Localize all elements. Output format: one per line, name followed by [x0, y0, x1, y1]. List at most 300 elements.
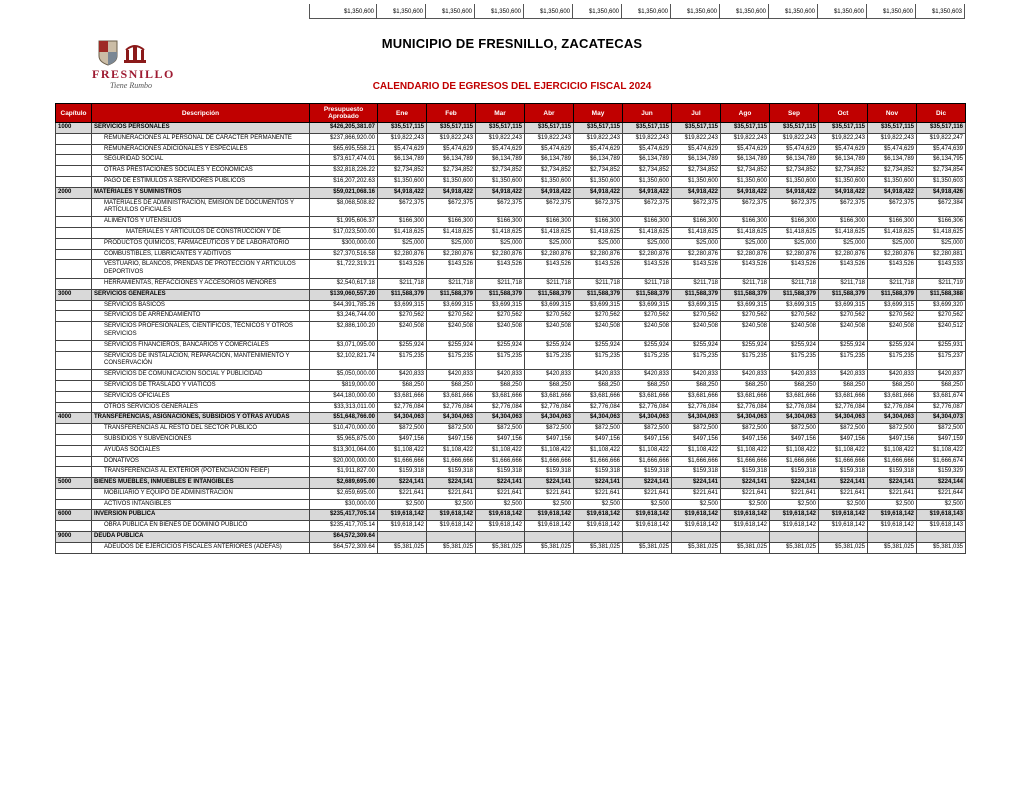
- month-value-cell: $1,666,666: [819, 456, 868, 467]
- capitulo-cell: [56, 434, 92, 445]
- month-value-cell: $19,822,247: [917, 133, 966, 144]
- month-value-cell: $1,666,666: [574, 456, 623, 467]
- month-value-cell: $166,300: [672, 217, 721, 228]
- descripcion-cell: TRANSFERENCIAS AL RESTO DEL SECTOR PÚBLICO: [92, 424, 310, 435]
- detail-row: [56, 260, 966, 279]
- column-header: Ene: [378, 104, 427, 123]
- partial-row-cell: $1,350,600: [426, 4, 475, 19]
- month-value-cell: $19,618,142: [770, 510, 819, 521]
- month-value-cell: $2,776,084: [623, 402, 672, 413]
- month-value-cell: $19,618,142: [623, 510, 672, 521]
- month-value-cell: $175,235: [623, 351, 672, 370]
- month-value-cell: $1,108,422: [868, 445, 917, 456]
- month-value-cell: $19,618,143: [917, 521, 966, 532]
- month-value-cell: $6,134,795: [917, 155, 966, 166]
- capitulo-cell: [56, 456, 92, 467]
- descripcion-cell: SERVICIOS PROFESIONALES, CIENTÍFICOS, TÉCNICOS Y OTROS SERVICIOS: [92, 322, 310, 341]
- month-value-cell: $2,280,876: [672, 249, 721, 260]
- capitulo-cell: [56, 351, 92, 370]
- descripcion-cell: ALIMENTOS Y UTENSILIOS: [92, 217, 310, 228]
- month-value-cell: $3,681,666: [525, 391, 574, 402]
- month-value-cell: $5,474,629: [672, 144, 721, 155]
- month-value-cell: $4,918,422: [770, 187, 819, 198]
- month-value-cell: $25,000: [917, 238, 966, 249]
- descripcion-cell: TRANSFERENCIAS, ASIGNACIONES, SUBSIDIOS Y OTRAS AYUDAS: [92, 413, 310, 424]
- month-value-cell: [427, 532, 476, 543]
- detail-row: [56, 340, 966, 351]
- presupuesto-aprobado-cell: $426,205,381.07: [310, 123, 378, 134]
- month-value-cell: $672,375: [868, 198, 917, 217]
- presupuesto-aprobado-cell: $64,572,309.64: [310, 542, 378, 553]
- month-value-cell: $166,300: [868, 217, 917, 228]
- column-header: Nov: [868, 104, 917, 123]
- month-value-cell: $224,144: [917, 478, 966, 489]
- detail-row: [56, 133, 966, 144]
- month-value-cell: $1,350,600: [672, 176, 721, 187]
- month-value-cell: $672,375: [525, 198, 574, 217]
- capitulo-cell: [56, 467, 92, 478]
- month-value-cell: $211,718: [378, 278, 427, 289]
- month-value-cell: $872,500: [427, 424, 476, 435]
- partial-row-cell: $1,350,600: [720, 4, 769, 19]
- month-value-cell: $159,318: [819, 467, 868, 478]
- month-value-cell: $211,718: [574, 278, 623, 289]
- presupuesto-aprobado-cell: $237,866,920.00: [310, 133, 378, 144]
- month-value-cell: $35,517,115: [574, 123, 623, 134]
- month-value-cell: $2,734,852: [623, 166, 672, 177]
- presupuesto-aprobado-cell: $13,301,064.00: [310, 445, 378, 456]
- descripcion-cell: DONATIVOS: [92, 456, 310, 467]
- presupuesto-aprobado-cell: $819,000.00: [310, 380, 378, 391]
- descripcion-cell: SERVICIOS DE TRASLADO Y VIÁTICOS: [92, 380, 310, 391]
- month-value-cell: $175,235: [574, 351, 623, 370]
- month-value-cell: $4,918,422: [476, 187, 525, 198]
- month-value-cell: $672,384: [917, 198, 966, 217]
- month-value-cell: $872,500: [721, 424, 770, 435]
- month-value-cell: $420,833: [525, 370, 574, 381]
- month-value-cell: $224,141: [819, 478, 868, 489]
- month-value-cell: $1,418,625: [819, 227, 868, 238]
- capitulo-cell: 1000: [56, 123, 92, 134]
- month-value-cell: $35,517,115: [476, 123, 525, 134]
- month-value-cell: $3,699,315: [721, 300, 770, 311]
- capitulo-cell: [56, 238, 92, 249]
- month-value-cell: $19,618,142: [819, 521, 868, 532]
- partial-row-cell: $1,350,600: [309, 4, 377, 19]
- month-value-cell: $143,526: [721, 260, 770, 279]
- month-value-cell: $19,822,243: [868, 133, 917, 144]
- month-value-cell: $5,381,025: [721, 542, 770, 553]
- capitulo-cell: [56, 176, 92, 187]
- month-value-cell: $19,618,142: [427, 510, 476, 521]
- column-header: Jun: [623, 104, 672, 123]
- month-value-cell: $143,526: [819, 260, 868, 279]
- month-value-cell: $672,375: [721, 198, 770, 217]
- capitulo-cell: 2000: [56, 187, 92, 198]
- descripcion-cell: MATERIALES Y SUMINISTROS: [92, 187, 310, 198]
- month-value-cell: $224,141: [770, 478, 819, 489]
- descripcion-cell: AYUDAS SOCIALES: [92, 445, 310, 456]
- column-header: Mar: [476, 104, 525, 123]
- month-value-cell: $240,508: [770, 322, 819, 341]
- month-value-cell: $166,300: [427, 217, 476, 228]
- table-body: [56, 123, 966, 554]
- presupuesto-aprobado-cell: $59,021,068.16: [310, 187, 378, 198]
- month-value-cell: $497,159: [917, 434, 966, 445]
- month-value-cell: $35,517,115: [819, 123, 868, 134]
- month-value-cell: $25,000: [427, 238, 476, 249]
- month-value-cell: $2,500: [721, 499, 770, 510]
- month-value-cell: $224,141: [868, 478, 917, 489]
- month-value-cell: $3,681,666: [476, 391, 525, 402]
- month-value-cell: $497,156: [672, 434, 721, 445]
- month-value-cell: $3,699,315: [672, 300, 721, 311]
- column-header: Capítulo: [56, 104, 92, 123]
- capitulo-cell: [56, 391, 92, 402]
- month-value-cell: $2,500: [378, 499, 427, 510]
- month-value-cell: $240,508: [672, 322, 721, 341]
- month-value-cell: $255,924: [721, 340, 770, 351]
- month-value-cell: $1,108,422: [427, 445, 476, 456]
- month-value-cell: $19,822,243: [427, 133, 476, 144]
- month-value-cell: $2,734,852: [672, 166, 721, 177]
- capitulo-cell: [56, 340, 92, 351]
- month-value-cell: $2,776,084: [427, 402, 476, 413]
- presupuesto-aprobado-cell: $235,417,705.14: [310, 510, 378, 521]
- partial-row-cell: $1,350,600: [622, 4, 671, 19]
- detail-row: [56, 227, 966, 238]
- month-value-cell: $2,500: [623, 499, 672, 510]
- presupuesto-aprobado-cell: $32,818,226.22: [310, 166, 378, 177]
- month-value-cell: $1,666,666: [672, 456, 721, 467]
- page-title: MUNICIPIO DE FRESNILLO, ZACATECAS: [381, 36, 643, 51]
- month-value-cell: $1,418,625: [476, 227, 525, 238]
- detail-row: [56, 402, 966, 413]
- month-value-cell: $2,734,852: [868, 166, 917, 177]
- partial-row-cell: $1,350,600: [818, 4, 867, 19]
- month-value-cell: $3,681,666: [574, 391, 623, 402]
- month-value-cell: $19,822,243: [819, 133, 868, 144]
- descripcion-cell: SEGURIDAD SOCIAL: [92, 155, 310, 166]
- month-value-cell: [476, 532, 525, 543]
- capitulo-cell: [56, 322, 92, 341]
- month-value-cell: $4,304,063: [525, 413, 574, 424]
- descripcion-cell: ADEUDOS DE EJERCICIOS FISCALES ANTERIORES (ADEFAS): [92, 542, 310, 553]
- month-value-cell: $2,280,876: [770, 249, 819, 260]
- month-value-cell: $211,718: [672, 278, 721, 289]
- month-value-cell: $1,350,600: [868, 176, 917, 187]
- month-value-cell: $1,350,603: [917, 176, 966, 187]
- month-value-cell: $1,350,600: [819, 176, 868, 187]
- month-value-cell: $240,508: [819, 322, 868, 341]
- partial-row-cell: $1,350,600: [573, 4, 622, 19]
- month-value-cell: $3,699,315: [427, 300, 476, 311]
- month-value-cell: $270,562: [574, 311, 623, 322]
- month-value-cell: $255,931: [917, 340, 966, 351]
- month-value-cell: $255,924: [525, 340, 574, 351]
- month-value-cell: $2,776,084: [476, 402, 525, 413]
- detail-row: [56, 467, 966, 478]
- month-value-cell: $6,134,789: [721, 155, 770, 166]
- month-value-cell: [868, 532, 917, 543]
- month-value-cell: $4,918,422: [721, 187, 770, 198]
- month-value-cell: $19,822,243: [378, 133, 427, 144]
- month-value-cell: $1,350,600: [721, 176, 770, 187]
- month-value-cell: $159,318: [721, 467, 770, 478]
- month-value-cell: $872,500: [378, 424, 427, 435]
- month-value-cell: $221,641: [525, 488, 574, 499]
- month-value-cell: $19,618,142: [721, 521, 770, 532]
- month-value-cell: $159,318: [378, 467, 427, 478]
- month-value-cell: $166,300: [623, 217, 672, 228]
- month-value-cell: $224,141: [378, 478, 427, 489]
- month-value-cell: $672,375: [623, 198, 672, 217]
- month-value-cell: $35,517,115: [623, 123, 672, 134]
- month-value-cell: $221,641: [672, 488, 721, 499]
- detail-row: [56, 351, 966, 370]
- descripcion-cell: PRODUCTOS QUÍMICOS, FARMACÉUTICOS Y DE LABORATORIO: [92, 238, 310, 249]
- month-value-cell: $221,641: [721, 488, 770, 499]
- month-value-cell: $2,734,854: [917, 166, 966, 177]
- presupuesto-aprobado-cell: $16,207,202.63: [310, 176, 378, 187]
- month-value-cell: $68,250: [427, 380, 476, 391]
- month-value-cell: $4,304,073: [917, 413, 966, 424]
- month-value-cell: $872,500: [672, 424, 721, 435]
- month-value-cell: $255,924: [819, 340, 868, 351]
- month-value-cell: $5,381,025: [525, 542, 574, 553]
- month-value-cell: $3,699,315: [623, 300, 672, 311]
- month-value-cell: $68,250: [378, 380, 427, 391]
- detail-row: [56, 456, 966, 467]
- month-value-cell: $11,588,379: [476, 289, 525, 300]
- detail-row: [56, 238, 966, 249]
- month-value-cell: $25,000: [525, 238, 574, 249]
- month-value-cell: $2,280,876: [819, 249, 868, 260]
- presupuesto-aprobado-cell: $20,000,000.00: [310, 456, 378, 467]
- month-value-cell: $2,500: [868, 499, 917, 510]
- month-value-cell: $420,833: [721, 370, 770, 381]
- month-value-cell: $1,108,422: [378, 445, 427, 456]
- month-value-cell: $4,918,422: [819, 187, 868, 198]
- month-value-cell: $1,418,625: [672, 227, 721, 238]
- month-value-cell: $68,250: [525, 380, 574, 391]
- month-value-cell: $3,699,315: [476, 300, 525, 311]
- month-value-cell: $5,474,629: [378, 144, 427, 155]
- month-value-cell: $35,517,115: [770, 123, 819, 134]
- month-value-cell: $175,235: [672, 351, 721, 370]
- month-value-cell: $166,300: [819, 217, 868, 228]
- month-value-cell: $2,280,876: [378, 249, 427, 260]
- capitulo-cell: [56, 155, 92, 166]
- month-value-cell: $1,108,422: [672, 445, 721, 456]
- month-value-cell: $143,526: [574, 260, 623, 279]
- month-value-cell: $497,156: [427, 434, 476, 445]
- month-value-cell: $5,474,629: [868, 144, 917, 155]
- month-value-cell: $2,500: [819, 499, 868, 510]
- month-value-cell: $270,562: [525, 311, 574, 322]
- detail-row: [56, 278, 966, 289]
- month-value-cell: $270,562: [721, 311, 770, 322]
- month-value-cell: $211,718: [721, 278, 770, 289]
- month-value-cell: $420,833: [427, 370, 476, 381]
- detail-row: [56, 300, 966, 311]
- detail-row: [56, 322, 966, 341]
- month-value-cell: $143,526: [868, 260, 917, 279]
- month-value-cell: $1,108,422: [917, 445, 966, 456]
- month-value-cell: $25,000: [819, 238, 868, 249]
- month-value-cell: $19,618,142: [574, 510, 623, 521]
- month-value-cell: $211,718: [819, 278, 868, 289]
- descripcion-cell: TRANSFERENCIAS AL EXTERIOR (POTENCIACION FEIEF): [92, 467, 310, 478]
- month-value-cell: $3,681,666: [378, 391, 427, 402]
- column-header: Descripción: [92, 104, 310, 123]
- month-value-cell: $4,918,422: [868, 187, 917, 198]
- month-value-cell: $4,304,063: [476, 413, 525, 424]
- month-value-cell: $211,718: [476, 278, 525, 289]
- month-value-cell: $11,588,379: [525, 289, 574, 300]
- detail-row: [56, 217, 966, 228]
- month-value-cell: $872,500: [623, 424, 672, 435]
- month-value-cell: $35,517,115: [525, 123, 574, 134]
- chapter-row: [56, 478, 966, 489]
- month-value-cell: $68,250: [476, 380, 525, 391]
- month-value-cell: $240,508: [427, 322, 476, 341]
- presupuesto-aprobado-cell: $2,659,695.00: [310, 488, 378, 499]
- month-value-cell: $11,588,379: [721, 289, 770, 300]
- month-value-cell: $221,641: [378, 488, 427, 499]
- month-value-cell: $2,776,084: [525, 402, 574, 413]
- month-value-cell: $224,141: [623, 478, 672, 489]
- month-value-cell: $5,381,025: [819, 542, 868, 553]
- month-value-cell: $19,618,142: [378, 510, 427, 521]
- month-value-cell: $25,000: [868, 238, 917, 249]
- month-value-cell: $19,618,142: [623, 521, 672, 532]
- month-value-cell: $672,375: [819, 198, 868, 217]
- month-value-cell: $497,156: [868, 434, 917, 445]
- chapter-row: [56, 289, 966, 300]
- month-value-cell: $6,134,789: [378, 155, 427, 166]
- capitulo-cell: [56, 133, 92, 144]
- month-value-cell: $159,318: [476, 467, 525, 478]
- month-value-cell: $240,508: [721, 322, 770, 341]
- month-value-cell: $25,000: [770, 238, 819, 249]
- month-value-cell: $11,588,379: [868, 289, 917, 300]
- month-value-cell: $3,681,666: [672, 391, 721, 402]
- presupuesto-aprobado-cell: $73,617,474.01: [310, 155, 378, 166]
- descripcion-cell: VESTUARIO, BLANCOS, PRENDAS DE PROTECCIÓN Y ARTÍCULOS DEPORTIVOS: [92, 260, 310, 279]
- capitulo-cell: [56, 227, 92, 238]
- month-value-cell: $11,588,379: [770, 289, 819, 300]
- month-value-cell: $4,918,422: [672, 187, 721, 198]
- month-value-cell: $420,833: [819, 370, 868, 381]
- month-value-cell: $4,918,422: [378, 187, 427, 198]
- month-value-cell: $6,134,789: [770, 155, 819, 166]
- month-value-cell: $211,718: [623, 278, 672, 289]
- capitulo-cell: [56, 166, 92, 177]
- month-value-cell: $4,918,426: [917, 187, 966, 198]
- month-value-cell: $2,734,852: [819, 166, 868, 177]
- descripcion-cell: SERVICIOS BÁSICOS: [92, 300, 310, 311]
- column-header: Oct: [819, 104, 868, 123]
- month-value-cell: $270,562: [427, 311, 476, 322]
- month-value-cell: $221,641: [574, 488, 623, 499]
- month-value-cell: $4,304,063: [721, 413, 770, 424]
- capitulo-cell: 5000: [56, 478, 92, 489]
- partial-row-cell: $1,350,603: [916, 4, 965, 19]
- month-value-cell: $5,381,025: [378, 542, 427, 553]
- month-value-cell: $25,000: [672, 238, 721, 249]
- month-value-cell: $2,776,084: [721, 402, 770, 413]
- capitulo-cell: [56, 424, 92, 435]
- presupuesto-aprobado-cell: $17,023,500.00: [310, 227, 378, 238]
- month-value-cell: $5,381,025: [623, 542, 672, 553]
- detail-row: [56, 391, 966, 402]
- partial-row-cell: $1,350,600: [475, 4, 524, 19]
- month-value-cell: $175,235: [476, 351, 525, 370]
- month-value-cell: $211,718: [868, 278, 917, 289]
- month-value-cell: $1,418,625: [770, 227, 819, 238]
- month-value-cell: $175,235: [525, 351, 574, 370]
- month-value-cell: $143,526: [770, 260, 819, 279]
- month-value-cell: $4,304,063: [574, 413, 623, 424]
- month-value-cell: $175,235: [868, 351, 917, 370]
- month-value-cell: $1,418,625: [917, 227, 966, 238]
- month-value-cell: $872,500: [525, 424, 574, 435]
- month-value-cell: $19,822,243: [672, 133, 721, 144]
- month-value-cell: $221,641: [623, 488, 672, 499]
- month-value-cell: [721, 532, 770, 543]
- detail-row: [56, 445, 966, 456]
- month-value-cell: $2,280,876: [574, 249, 623, 260]
- month-value-cell: $5,381,025: [672, 542, 721, 553]
- month-value-cell: $143,533: [917, 260, 966, 279]
- month-value-cell: $1,350,600: [623, 176, 672, 187]
- month-value-cell: $166,300: [525, 217, 574, 228]
- month-value-cell: $19,618,142: [378, 521, 427, 532]
- column-header: Sep: [770, 104, 819, 123]
- month-value-cell: $166,300: [721, 217, 770, 228]
- month-value-cell: $270,562: [917, 311, 966, 322]
- month-value-cell: $11,588,379: [378, 289, 427, 300]
- month-value-cell: [378, 532, 427, 543]
- detail-row: [56, 198, 966, 217]
- presupuesto-aprobado-cell: $2,540,617.18: [310, 278, 378, 289]
- month-value-cell: $1,666,666: [721, 456, 770, 467]
- month-value-cell: $19,618,142: [476, 510, 525, 521]
- month-value-cell: $420,833: [378, 370, 427, 381]
- month-value-cell: $270,562: [868, 311, 917, 322]
- month-value-cell: $175,235: [819, 351, 868, 370]
- month-value-cell: $5,474,629: [770, 144, 819, 155]
- month-value-cell: $68,250: [868, 380, 917, 391]
- capitulo-cell: [56, 278, 92, 289]
- detail-row: [56, 488, 966, 499]
- presupuesto-aprobado-cell: $44,391,785.26: [310, 300, 378, 311]
- month-value-cell: $6,134,789: [574, 155, 623, 166]
- month-value-cell: $1,666,666: [378, 456, 427, 467]
- month-value-cell: $5,381,025: [770, 542, 819, 553]
- month-value-cell: $1,350,600: [770, 176, 819, 187]
- month-value-cell: $872,500: [476, 424, 525, 435]
- month-value-cell: $6,134,789: [819, 155, 868, 166]
- presupuesto-aprobado-cell: $3,071,095.00: [310, 340, 378, 351]
- month-value-cell: $2,776,084: [819, 402, 868, 413]
- month-value-cell: $497,156: [721, 434, 770, 445]
- presupuesto-aprobado-cell: $33,313,011.00: [310, 402, 378, 413]
- month-value-cell: $3,699,315: [525, 300, 574, 311]
- month-value-cell: $255,924: [574, 340, 623, 351]
- descripcion-cell: OBRA PÚBLICA EN BIENES DE DOMINIO PÚBLICO: [92, 521, 310, 532]
